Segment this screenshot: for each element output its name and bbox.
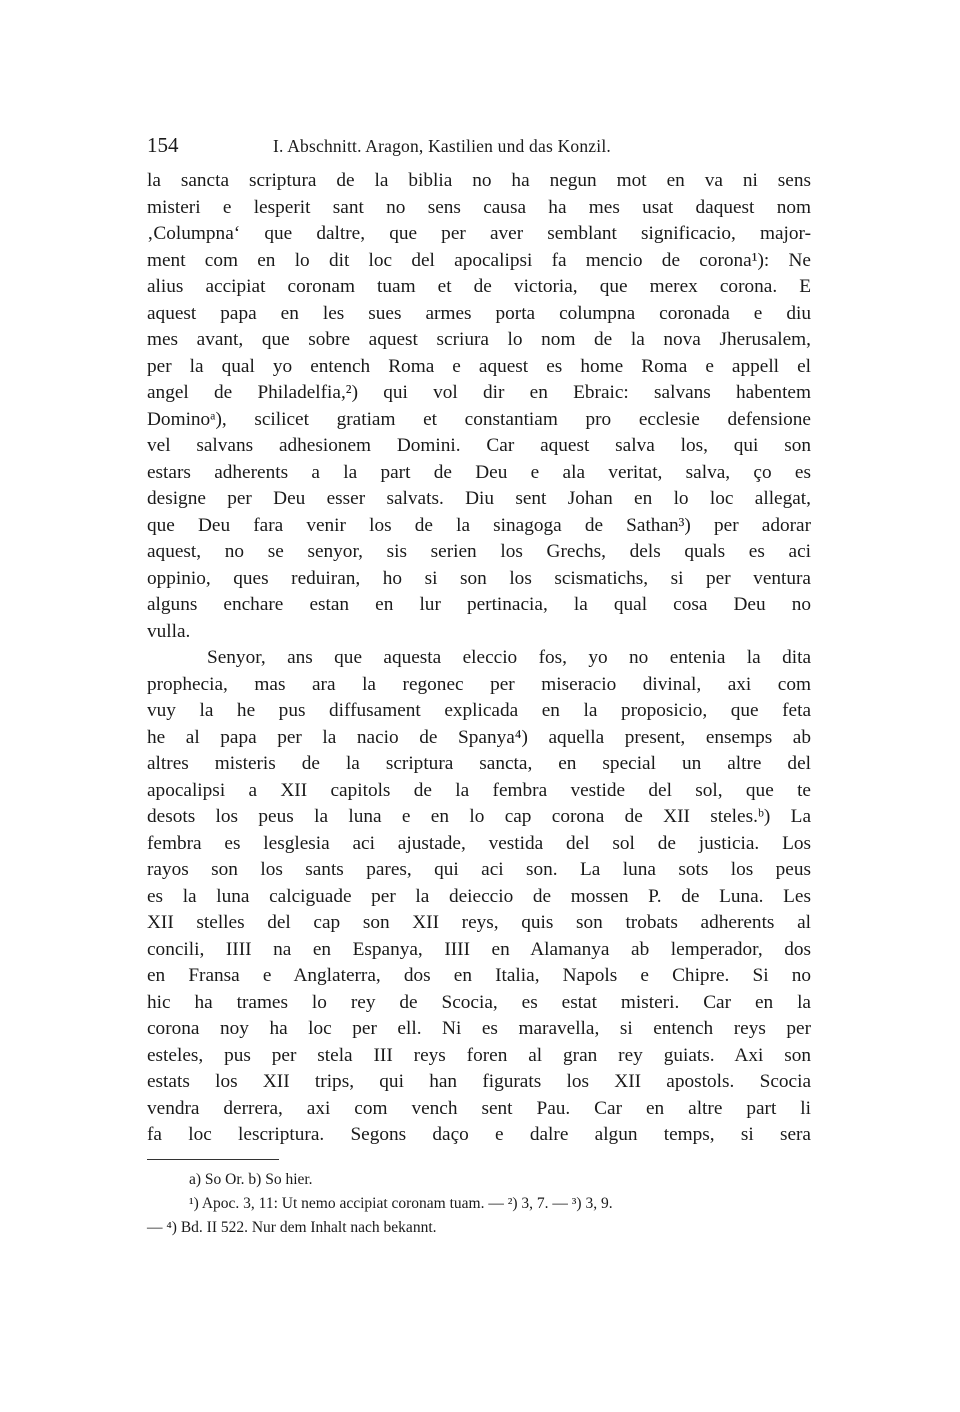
text-line: que Deu fara venir los de la sinagoga de Sathan³) per adorar xyxy=(147,514,811,536)
text-line: Senyor, ans que aquesta eleccio fos, yo no entenia la dita xyxy=(207,647,811,668)
text-line: Dominoᵃ), scilicet gratiam et constantiam pro ecclesie defensione xyxy=(147,408,811,430)
text-line: ‚Columpna‘ que daltre, que per aver semblant significacio, major- xyxy=(147,223,811,244)
text-line: misteri e lesperit sant no sens causa ha mes usat daquest nom xyxy=(147,196,811,218)
text-line: desots los peus la luna e en lo cap corona de XII steles.ᵇ) La xyxy=(147,806,811,827)
footnote-line: — ⁴) Bd. II 522. Nur dem Inhalt nach bekannt. xyxy=(147,1218,437,1236)
footnote-line: a) So Or. b) So hier. xyxy=(189,1170,313,1188)
text-line: aquest papa en les sues armes porta columpna coronada e diu xyxy=(147,302,811,324)
text-line: altres misteris de la scriptura sancta, en special un altre del xyxy=(147,753,811,774)
text-line: estats los XII trips, qui han figurats los XII apostols. Scocia xyxy=(147,1071,811,1092)
page-number: 154 xyxy=(147,133,179,157)
text-line: vendra derrera, axi com vench sent Pau. Car en altre part li xyxy=(147,1097,811,1119)
running-head: I. Abschnitt. Aragon, Kastilien und das Konzil. xyxy=(273,136,611,156)
text-line: vuy la he pus diffusament explicada en la proposicio, que feta xyxy=(147,700,811,721)
text-line: vel salvans adhesionem Domini. Car aquest salva los, qui son xyxy=(147,435,811,456)
text-line: fembra es lesglesia aci ajustade, vestida del sol de justicia. Los xyxy=(147,832,811,854)
text-line: per la qual yo entench Roma e aquest es home Roma e appell el xyxy=(147,355,811,377)
text-line: prophecia, mas ara la regonec per miseracio divinal, axi com xyxy=(147,673,811,695)
text-line: ment com en lo dit loc del apocalipsi fa mencio de corona¹): Ne xyxy=(147,249,811,271)
text-line: XII stelles del cap son XII reys, quis son trobats adherents al xyxy=(147,912,811,933)
text-line: concili, IIII na en Espanya, IIII en Alamanya ab lemperador, dos xyxy=(147,938,811,960)
text-line: la sancta scriptura de la biblia no ha negun mot en va ni sens xyxy=(147,170,811,191)
footnotes xyxy=(147,1168,811,1240)
text-line: alius accipiat coronam tuam et de victoria, que merex corona. E xyxy=(147,276,811,297)
body-text xyxy=(147,168,811,1149)
text-line: vulla. xyxy=(147,620,191,642)
text-line: alguns enchare estan en lur pertinacia, la qual cosa Deu no xyxy=(147,594,811,615)
text-line: estars adherents a la part de Deu e ala veritat, salva, ço es xyxy=(147,461,811,483)
text-line: aquest, no se senyor, sis serien los Grechs, dels quals es aci xyxy=(147,541,811,562)
text-line: rayos son los sants pares, qui aci son. La luna sots los peus xyxy=(147,859,811,880)
text-line: mes avant, que sobre aquest scriura lo nom de la nova Jherusalem, xyxy=(147,329,811,350)
footnote-line: ¹) Apoc. 3, 11: Ut nemo accipiat coronam tuam. — ²) 3, 7. — ³) 3, 9. xyxy=(189,1194,613,1212)
text-line: en Fransa e Anglaterra, dos en Italia, Napols e Chipre. Si no xyxy=(147,965,811,986)
page-header xyxy=(147,128,811,168)
text-line: apocalipsi a XII capitols de la fembra vestide del sol, que te xyxy=(147,779,811,801)
text-line: oppinio, ques reduiran, ho si son los scismatichs, si per ventura xyxy=(147,567,811,589)
text-line: he al papa per la nacio de Spanya⁴) aquella present, ensemps ab xyxy=(147,726,811,748)
text-line: angel de Philadelfia,²) qui vol dir en Ebraic: salvans habentem xyxy=(147,382,811,403)
footnote-rule xyxy=(147,1159,279,1160)
document-page xyxy=(147,128,811,1240)
text-line: corona noy ha loc per ell. Ni es maravella, si entench reys per xyxy=(147,1018,811,1039)
text-line: es la luna calciguade per la deieccio de mossen P. de Luna. Les xyxy=(147,885,811,907)
text-line: hic ha trames lo rey de Scocia, es estat misteri. Car en la xyxy=(147,991,811,1013)
text-line: fa loc lescriptura. Segons daço e dalre algun temps, si sera xyxy=(147,1124,811,1145)
text-line: designe per Deu esser salvats. Diu sent Johan en lo loc allegat, xyxy=(147,488,811,509)
text-line: esteles, pus per stela III reys foren al gran rey guiats. Axi son xyxy=(147,1044,811,1066)
